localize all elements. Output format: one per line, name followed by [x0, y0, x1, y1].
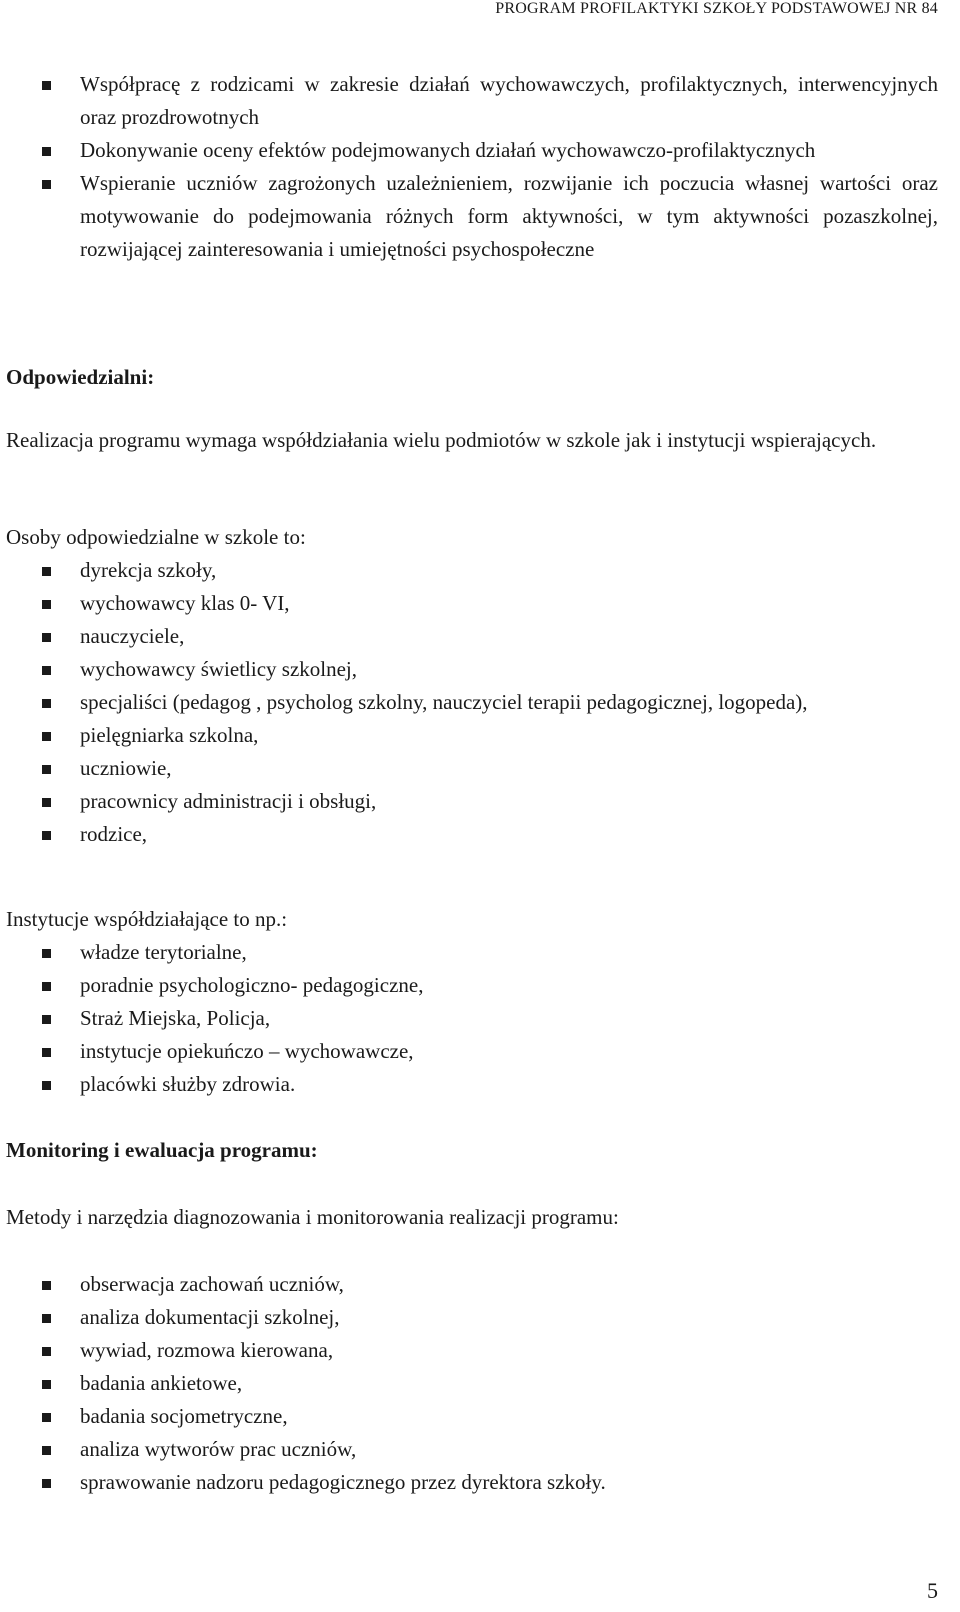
list-item: dyrekcja szkoły,: [0, 554, 960, 587]
institutions-list: [0, 936, 960, 1101]
school-persons-list: [0, 554, 960, 851]
bullet-square-icon: [42, 732, 51, 741]
bullet-square-icon: [42, 1314, 51, 1323]
bullet-square-icon: [42, 600, 51, 609]
bullet-square-icon: [42, 1048, 51, 1057]
list-item: poradnie psychologiczno- pedagogiczne,: [0, 969, 960, 1002]
list-item: wywiad, rozmowa kierowana,: [0, 1334, 960, 1367]
list-item: Wspieranie uczniów zagrożonych uzależnieniem, rozwijanie ich poczucia własnej wartości oraz motywowanie do podejmowania różnych form aktywności, w tym aktywności pozaszkolnej, rozwijającej zainteresowania i umiejętności psychospołeczne: [0, 167, 960, 266]
bullet-square-icon: [42, 1446, 51, 1455]
list-item: obserwacja zachowań uczniów,: [0, 1268, 960, 1301]
bullet-square-icon: [42, 765, 51, 774]
responsible-intro: Realizacja programu wymaga współdziałania wielu podmiotów w szkole jak i instytucji wspierających.: [6, 428, 877, 452]
bullet-square-icon: [42, 831, 51, 840]
school-persons-label: Osoby odpowiedzialne w szkole to:: [6, 525, 306, 549]
bullet-square-icon: [42, 1015, 51, 1024]
list-item: rodzice,: [0, 818, 960, 851]
list-item: analiza dokumentacji szkolnej,: [0, 1301, 960, 1334]
bullet-square-icon: [42, 1081, 51, 1090]
list-item: wychowawcy klas 0- VI,: [0, 587, 960, 620]
monitoring-intro: Metody i narzędzia diagnozowania i monitorowania realizacji programu:: [6, 1205, 619, 1229]
goals-list: [0, 68, 960, 266]
list-item: Współpracę z rodzicami w zakresie działań wychowawczych, profilaktycznych, interwencyjnych oraz prozdrowotnych: [0, 68, 960, 134]
bullet-square-icon: [42, 1380, 51, 1389]
list-item: badania ankietowe,: [0, 1367, 960, 1400]
bullet-square-icon: [42, 1479, 51, 1488]
institutions-label: Instytucje współdziałające to np.:: [6, 907, 288, 931]
page-number: 5: [927, 1578, 938, 1603]
bullet-square-icon: [42, 1413, 51, 1422]
bullet-square-icon: [42, 982, 51, 991]
list-item: pielęgniarka szkolna,: [0, 719, 960, 752]
bullet-square-icon: [42, 633, 51, 642]
running-header: PROGRAM PROFILAKTYKI SZKOŁY PODSTAWOWEJ NR 84: [495, 0, 938, 17]
list-item: Straż Miejska, Policja,: [0, 1002, 960, 1035]
list-item: badania socjometryczne,: [0, 1400, 960, 1433]
list-item: wychowawcy świetlicy szkolnej,: [0, 653, 960, 686]
bullet-square-icon: [42, 949, 51, 958]
list-item: sprawowanie nadzoru pedagogicznego przez dyrektora szkoły.: [0, 1466, 960, 1499]
bullet-square-icon: [42, 798, 51, 807]
list-item: pracownicy administracji i obsługi,: [0, 785, 960, 818]
bullet-square-icon: [42, 567, 51, 576]
list-item: placówki służby zdrowia.: [0, 1068, 960, 1101]
bullet-square-icon: [42, 81, 51, 90]
list-item: specjaliści (pedagog , psycholog szkolny, nauczyciel terapii pedagogicznej, logopeda),: [0, 686, 960, 719]
bullet-square-icon: [42, 147, 51, 156]
bullet-square-icon: [42, 1347, 51, 1356]
list-item: instytucje opiekuńczo – wychowawcze,: [0, 1035, 960, 1068]
list-item: władze terytorialne,: [0, 936, 960, 969]
bullet-square-icon: [42, 699, 51, 708]
list-item: analiza wytworów prac uczniów,: [0, 1433, 960, 1466]
section-heading-monitoring: Monitoring i ewaluacja programu:: [6, 1138, 318, 1162]
list-item: nauczyciele,: [0, 620, 960, 653]
monitoring-methods-list: [0, 1268, 960, 1499]
bullet-square-icon: [42, 666, 51, 675]
bullet-square-icon: [42, 180, 51, 189]
section-heading-responsible: Odpowiedzialni:: [6, 365, 155, 389]
bullet-square-icon: [42, 1281, 51, 1290]
list-item: uczniowie,: [0, 752, 960, 785]
list-item: Dokonywanie oceny efektów podejmowanych działań wychowawczo-profilaktycznych: [0, 134, 960, 167]
